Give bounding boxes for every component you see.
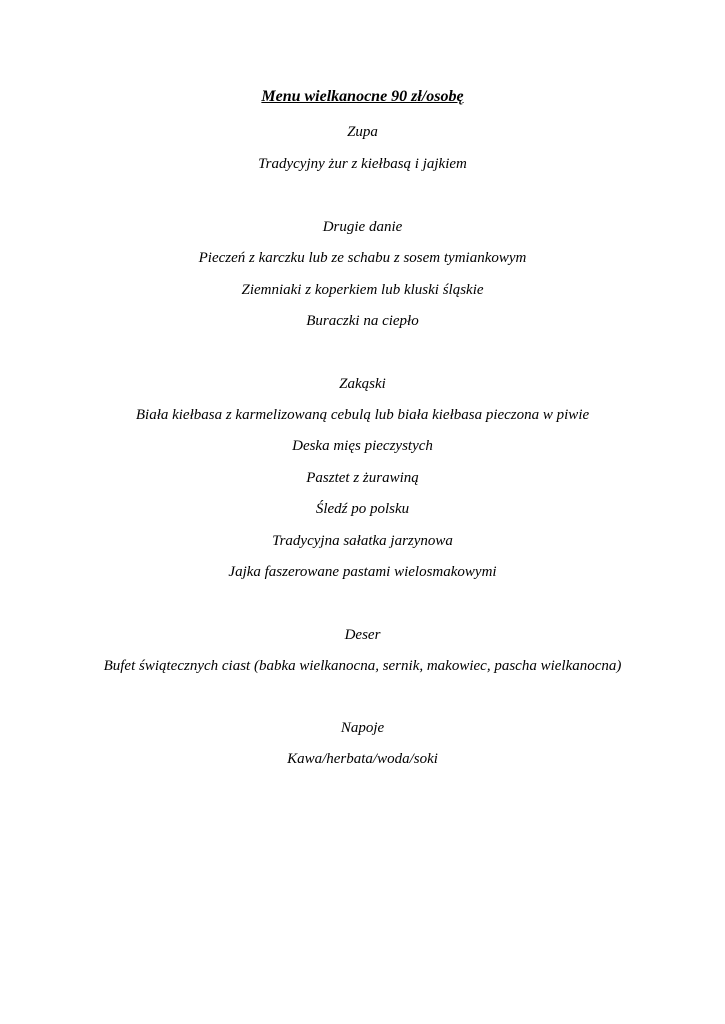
section-heading-appetizers: Zakąski [339,376,386,392]
menu-item: Buraczki na ciepło [306,313,419,329]
menu-item: Pasztet z żurawiną [306,470,419,486]
menu-item: Deska mięs pieczystych [292,438,433,454]
menu-item: Ziemniaki z koperkiem lub kluski śląskie [241,282,484,298]
menu-item: Jajka faszerowane pastami wielosmakowymi [228,564,497,580]
menu-item: Śledź po polsku [315,501,410,517]
section-heading-drinks: Napoje [340,720,385,736]
menu-item: Biała kiełbasa z karmelizowaną cebulą lub biała kiełbasa pieczona w piwie [135,407,590,423]
menu-item: Bufet świątecznych ciast (babka wielkanocna, sernik, makowiec, pascha wielkanocna) [103,658,622,674]
section-heading-dessert: Deser [344,627,381,643]
menu-title: Menu wielkanocne 90 zł/osobę [261,88,464,105]
menu-item: Tradycyjna sałatka jarzynowa [272,533,453,549]
menu-item: Pieczeń z karczku lub ze schabu z sosem tymiankowym [198,250,527,266]
menu-item: Kawa/herbata/woda/soki [287,751,438,767]
menu-item: Tradycyjny żur z kiełbasą i jajkiem [258,156,467,172]
section-heading-main-course: Drugie danie [322,219,403,235]
section-heading-soup: Zupa [347,124,378,140]
